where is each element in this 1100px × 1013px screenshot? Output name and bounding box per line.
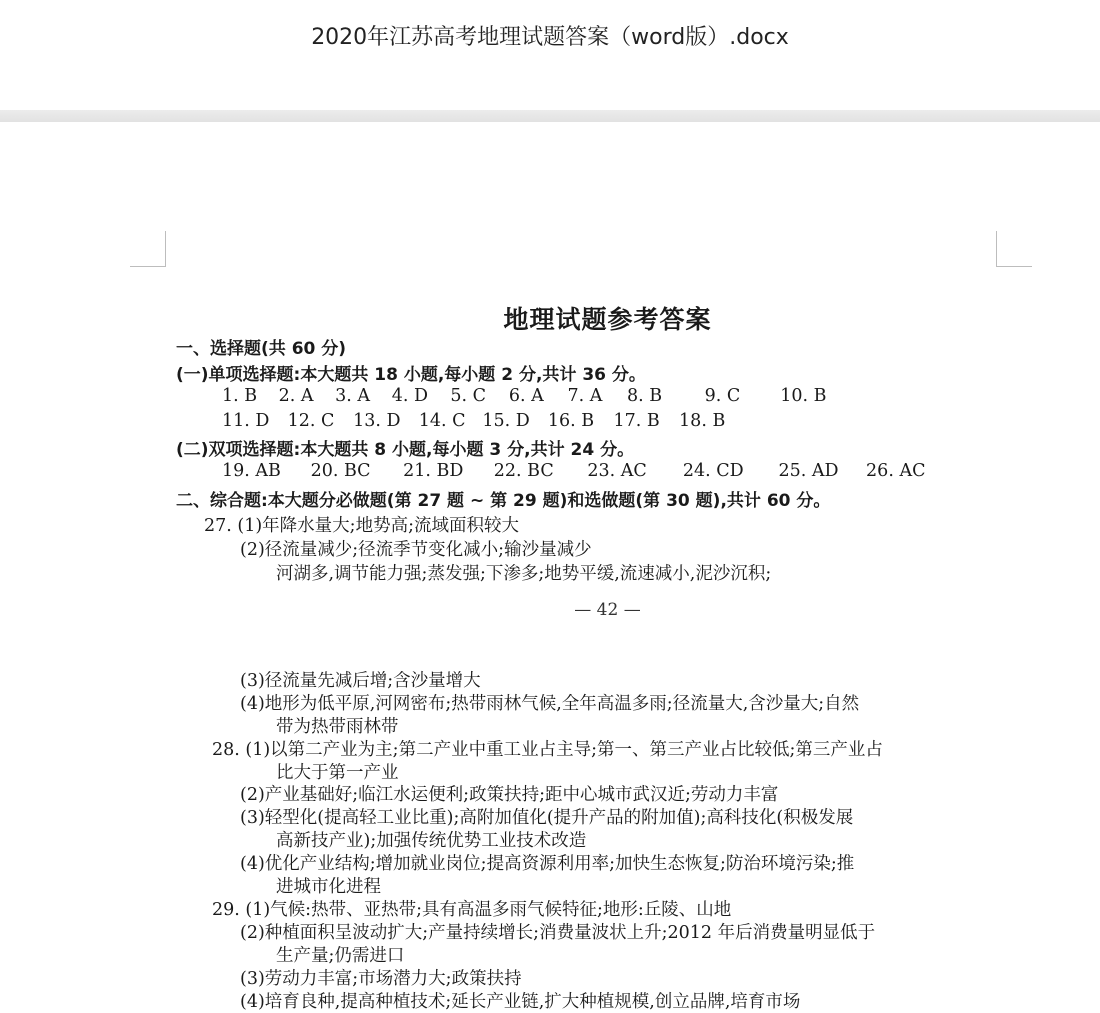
answer-item: 18. B — [679, 411, 726, 431]
q29-2-continued: 生产量;仍需进口 — [276, 946, 405, 966]
answer-item: 14. C — [418, 411, 466, 431]
answer-item: 15. D — [482, 411, 530, 431]
q28-4: (4)优化产业结构;增加就业岗位;提高资源利用率;加快生态恢复;防治环境污染;推 — [240, 854, 855, 874]
answer-item: 6. A — [508, 386, 544, 406]
q29-2: (2)种植面积呈波动扩大;产量持续增长;消费量波状上升;2012 年后消费量明显低于 — [240, 923, 876, 943]
answer-item: 22. BC — [493, 461, 554, 481]
answer-item: 26. AC — [866, 461, 926, 481]
q27-4-continued: 带为热带雨林带 — [276, 717, 399, 737]
answer-item: 25. AD — [778, 461, 839, 481]
answer-item: 17. B — [613, 411, 660, 431]
page-number: — 42 — — [574, 600, 641, 620]
q27-1: 27. (1)年降水量大;地势高;流域面积较大 — [204, 516, 519, 536]
q28-1: 28. (1)以第二产业为主;第二产业中重工业占主导;第一、第三产业占比较低;第三产业占 — [212, 740, 883, 760]
answer-item: 10. B — [780, 386, 827, 406]
answer-item: 9. C — [704, 386, 741, 406]
page-separator — [0, 110, 1100, 122]
answer-item: 4. D — [391, 386, 429, 406]
q27-4: (4)地形为低平原,河网密布;热带雨林气候,全年高温多雨;径流量大,含沙量大;自然 — [240, 694, 860, 714]
part-2-answers — [222, 461, 925, 481]
answer-item: 19. AB — [222, 461, 281, 481]
answer-item: 24. CD — [682, 461, 744, 481]
answer-item: 16. B — [547, 411, 595, 431]
part-1-answers-row-1 — [222, 386, 826, 406]
answer-item: 12. C — [287, 411, 335, 431]
part-1-answers-row-2 — [222, 411, 725, 431]
q28-3: (3)轻型化(提高轻工业比重);高附加值化(提升产品的附加值);高科技化(积极发展 — [240, 808, 854, 828]
document-page — [0, 122, 1100, 1012]
answer-item: 8. B — [627, 386, 663, 406]
q28-2: (2)产业基础好;临江水运便利;政策扶持;距中心城市武汉近;劳动力丰富 — [240, 785, 779, 805]
q29-4: (4)培育良种,提高种植技术;延长产业链,扩大种植规模,创立品牌,培育市场 — [240, 992, 801, 1012]
q29-3: (3)劳动力丰富;市场潜力大;政策扶持 — [240, 969, 522, 989]
answer-item: 5. C — [450, 386, 486, 406]
answer-item: 23. AC — [587, 461, 647, 481]
part-2-header: (二)双项选择题:本大题共 8 小题,每小题 3 分,共计 24 分。 — [176, 440, 635, 460]
answer-item: 13. D — [353, 411, 401, 431]
part-1-header: (一)单项选择题:本大题共 18 小题,每小题 2 分,共计 36 分。 — [176, 365, 646, 385]
q28-3-continued: 高新技产业);加强传统优势工业技术改造 — [276, 831, 587, 851]
document-title: 2020年江苏高考地理试题答案（word版）.docx — [0, 0, 1100, 110]
answer-item: 11. D — [222, 411, 270, 431]
section-1-title: 一、选择题(共 60 分) — [176, 339, 347, 359]
q27-3: (3)径流量先减后增;含沙量增大 — [240, 671, 481, 691]
answer-item: 7. A — [567, 386, 603, 406]
q27-2: (2)径流量减少;径流季节变化减小;输沙量减少 — [240, 540, 592, 560]
answer-item: 1. B — [222, 386, 258, 406]
answer-heading: 地理试题参考答案 — [503, 305, 712, 334]
answer-item: 20. BC — [310, 461, 371, 481]
answer-item: 21. BD — [403, 461, 464, 481]
q28-1-continued: 比大于第一产业 — [276, 763, 399, 783]
answer-item: 3. A — [335, 386, 371, 406]
answer-item: 2. A — [278, 386, 314, 406]
q29-1: 29. (1)气候:热带、亚热带;具有高温多雨气候特征;地形:丘陵、山地 — [212, 900, 732, 920]
section-2-title: 二、综合题:本大题分必做题(第 27 题 ~ 第 29 题)和选做题(第 30 题),共计 60 分。 — [176, 491, 831, 511]
q28-4-continued: 进城市化进程 — [276, 877, 381, 897]
q27-2-continued: 河湖多,调节能力强;蒸发强;下渗多;地势平缓,流速减小,泥沙沉积; — [276, 564, 772, 584]
